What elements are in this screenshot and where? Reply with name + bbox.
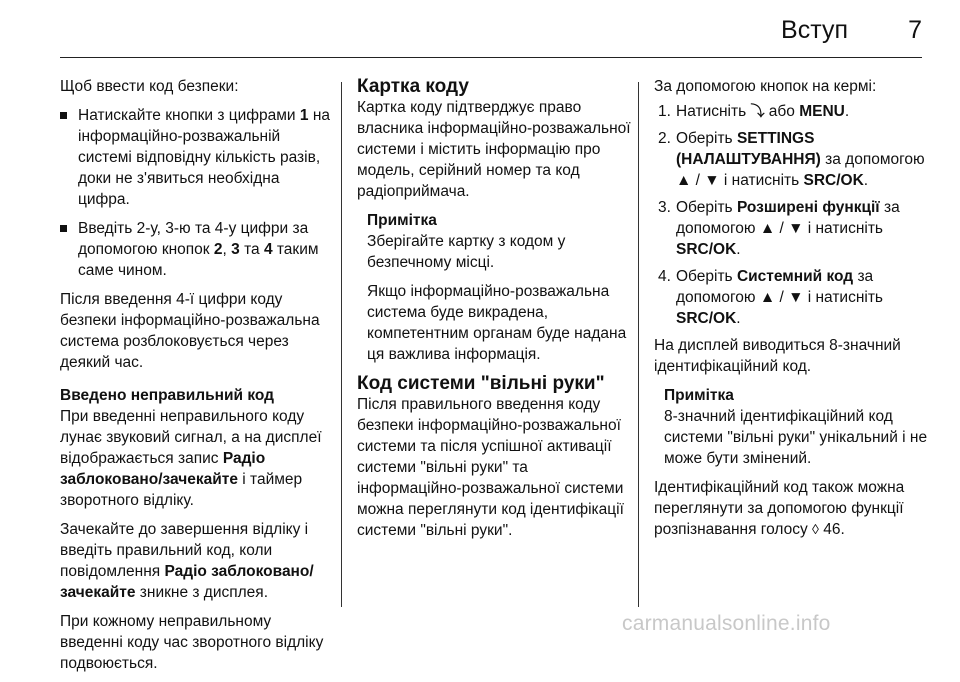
list-item xyxy=(60,105,335,210)
list-item: 2. Оберіть SETTINGS (НАЛАШТУВАННЯ) за допомогою ▲ / ▼ і натисніть SRC/OK. xyxy=(658,130,925,189)
bullet-text: , xyxy=(222,241,232,258)
page-header-title: Вступ xyxy=(781,16,848,44)
note-text: 8-значний ідентифікаційний код системи "вільні руки" унікальний і не може бути змінений. xyxy=(664,408,928,467)
header-rule xyxy=(60,57,922,58)
steering-intro: За допомогою кнопок на кермі: xyxy=(654,78,877,95)
note-block xyxy=(654,385,929,469)
list-item: 3. Оберіть Розширені функції за допомогою ▲ / ▼ і натисніть SRC/OK. xyxy=(658,199,900,258)
note-label: Примітка xyxy=(664,387,734,404)
bullet-square-icon xyxy=(60,112,67,119)
steps-list xyxy=(654,101,929,329)
list-item: 4. Оберіть Системний код за допомогою ▲ / ▼ і натисніть SRC/OK. xyxy=(658,268,884,327)
code-card-paragraph: Картка коду підтверджує право власника інформаційно-розважальної системи і містить інформацію про модель, серійний номер та код радіоприймача. xyxy=(357,99,631,200)
key-label: 3 xyxy=(231,241,240,258)
key-label: 1 xyxy=(299,107,309,124)
list-item xyxy=(60,218,335,281)
wait-paragraph: Зачекайте до завершення відліку і введіть правильний код, коли повідомлення Радіо заблоковано/зачекайте зникне з дисплея. xyxy=(60,521,314,601)
section-heading: Картка коду xyxy=(357,76,469,97)
security-intro: Щоб ввести код безпеки: xyxy=(60,78,239,95)
key-label: 4 xyxy=(263,241,273,258)
column-divider-2 xyxy=(638,82,639,607)
watermark: carmanualsonline.info xyxy=(622,612,831,635)
note-block xyxy=(357,210,632,365)
result-paragraph: На дисплей виводиться 8-значний ідентифікаційний код. xyxy=(654,337,901,375)
note-label: Примітка xyxy=(367,212,437,229)
note-text: Якщо інформаційно-розважальна система буде викрадена, компетентним органам буде надана ця важлива інформація. xyxy=(367,283,627,363)
bullet-square-icon xyxy=(60,225,67,232)
bullet-text: та xyxy=(239,241,264,258)
section-heading: Код системи "вільні руки" xyxy=(357,373,605,394)
bullet-text: Натискайте кнопки з цифрами xyxy=(78,107,300,124)
bullet-text: Введіть 2-у, 3-ю та 4-у цифри за допомогою кнопок xyxy=(78,220,309,258)
phone-icon: ⤵ xyxy=(750,103,765,119)
handsfree-paragraph: Після правильного введення коду безпеки інформаційно-розважальної системи та після успішної активації системи "вільні руки" та інформаційно-розважальної системи можна переглянути код ідентифікації системи "вільні руки". xyxy=(357,396,624,539)
column-3 xyxy=(654,76,929,548)
page-number: 7 xyxy=(908,16,922,44)
key-label: 2 xyxy=(213,241,223,258)
double-paragraph: При кожному неправильному введенні коду час зворотного відліку подвоюється. xyxy=(60,613,324,672)
unlock-paragraph: Після введення 4-ї цифри коду безпеки інформаційно-розважальна система розблоковується через деякий час. xyxy=(60,291,320,371)
bullet-text: таким саме чином. xyxy=(78,241,319,279)
section-heading: Введено неправильний код xyxy=(60,387,274,404)
list-item: 1. Натисніть ⤵ або MENU. xyxy=(658,103,850,120)
bullet-text: на інформаційно-розважальній системі відповідну кількість разів, доки не з'явиться необхідна цифра. xyxy=(78,107,331,208)
column-2 xyxy=(357,76,632,549)
page-ref-icon: ◊ xyxy=(812,521,819,537)
wrong-code-paragraph: При введенні неправильного коду лунає звуковий сигнал, а на дисплеї відображається запис Радіо заблоковано/зачекайте і таймер зворотного відліку. xyxy=(60,408,322,509)
voice-paragraph: Ідентифікаційний код також можна переглянути за допомогою функції розпізнавання голосу ◊ 46. xyxy=(654,479,905,538)
note-text: Зберігайте картку з кодом у безпечному місці. xyxy=(367,233,566,271)
column-divider-1 xyxy=(341,82,342,607)
column-1 xyxy=(60,76,335,682)
